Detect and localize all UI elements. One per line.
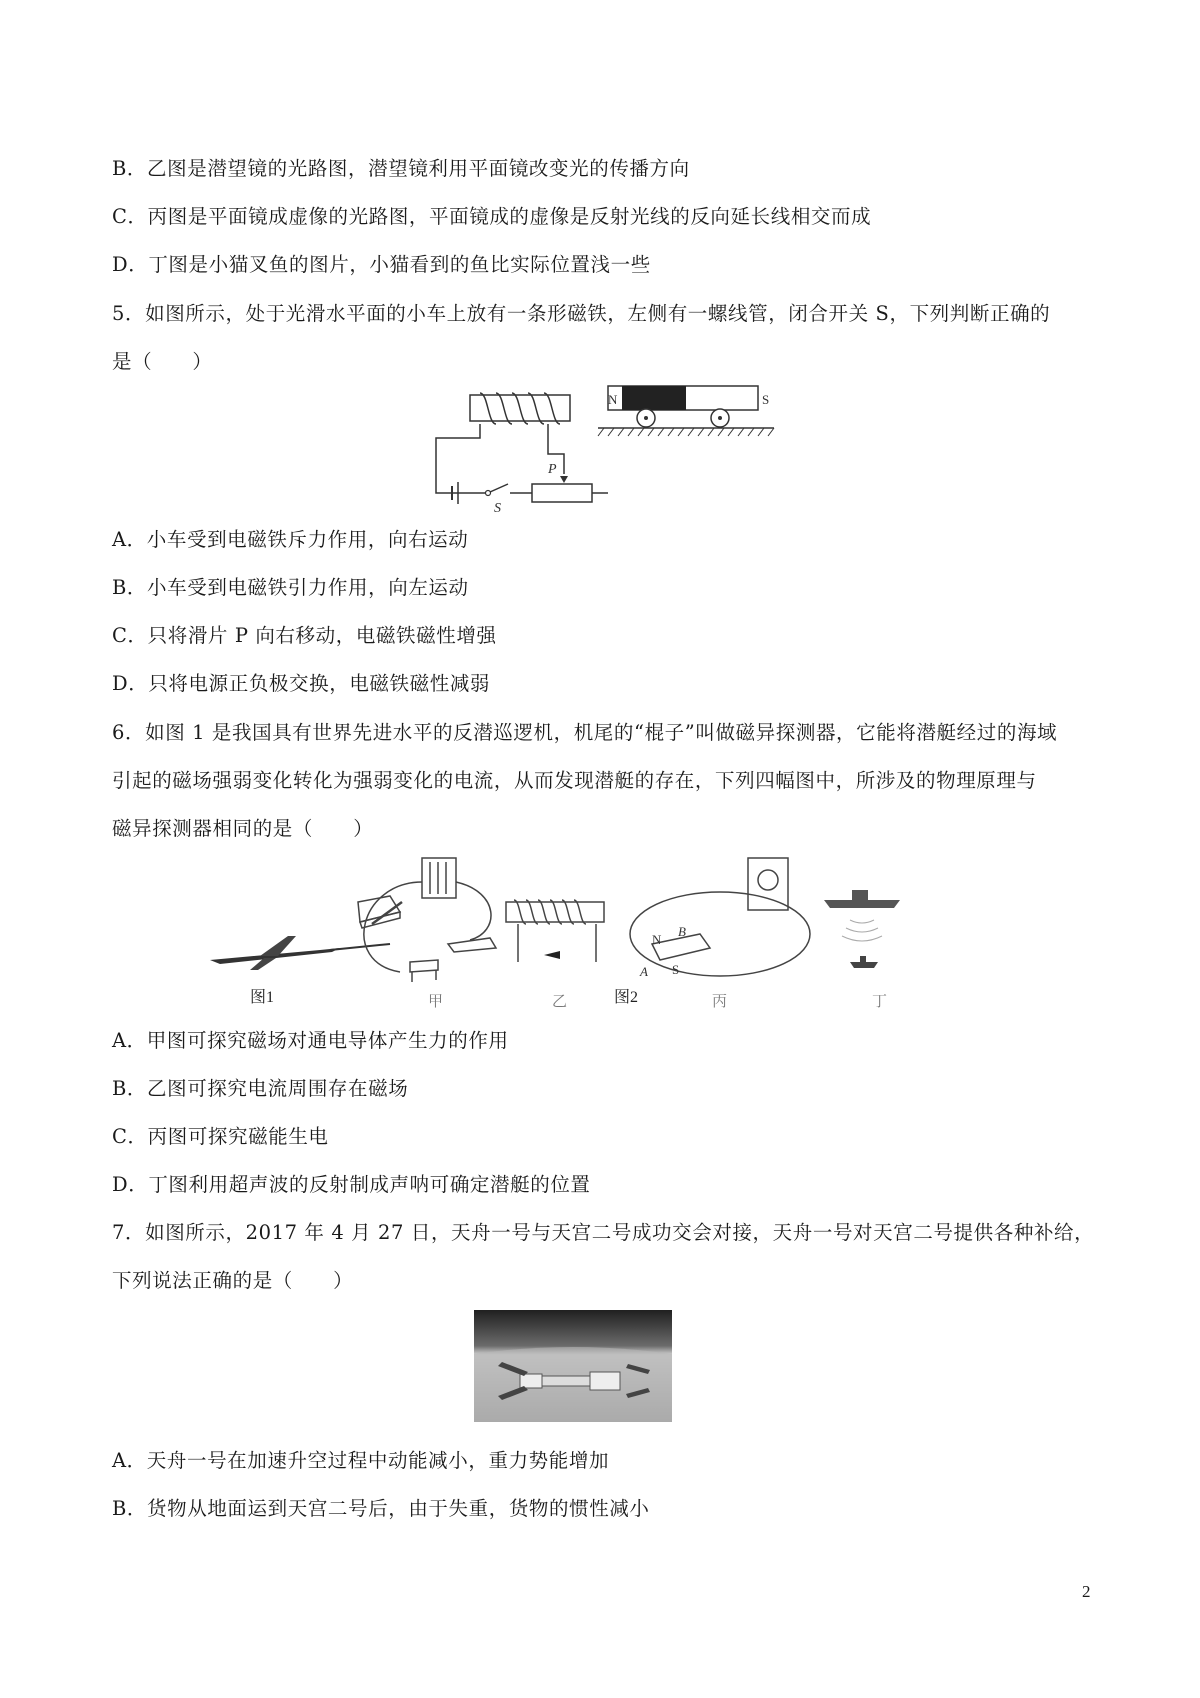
q6-option-b: B．乙图可探究电流周围存在磁场 xyxy=(112,1077,409,1100)
magnet-pole-s: S xyxy=(762,392,770,407)
q5-option-b: B．小车受到电磁铁引力作用，向左运动 xyxy=(112,576,469,599)
bing-caption: 丙 xyxy=(712,994,728,1010)
jia-caption: 甲 xyxy=(428,994,444,1010)
q6-stem-line-1: 6．如图 1 是我国具有世界先进水平的反潜巡逻机，机尾的“棍子”叫做磁异探测器，它能将潜艇经过的海域 xyxy=(112,721,1058,744)
q7-stem-line-1: 7．如图所示，2017 年 4 月 27 日，天舟一号与天宫二号成功交会对接，天舟一号对天宫二号提供各种补给， xyxy=(112,1221,1095,1244)
fig2-caption: 图2 xyxy=(614,989,639,1006)
switch-label-s: S xyxy=(494,501,501,512)
q7-docking-photo xyxy=(474,1310,672,1422)
bing-label-n: N xyxy=(652,932,662,947)
bing-label-a: A xyxy=(640,964,648,979)
q4-option-b: B．乙图是潜望镜的光路图，潜望镜利用平面镜改变光的传播方向 xyxy=(112,157,690,180)
q5-option-a: A．小车受到电磁铁斥力作用，向右运动 xyxy=(112,528,469,551)
magnet-pole-n: N xyxy=(608,392,618,407)
q5-option-d: D．只将电源正负极交换，电磁铁磁性减弱 xyxy=(112,672,491,695)
q5-figure-electromagnet-cart xyxy=(408,380,800,512)
bing-apparatus xyxy=(630,858,810,976)
jia-apparatus xyxy=(358,858,496,982)
q4-option-d: D．丁图是小猫叉鱼的图片，小猫看到的鱼比实际位置浅一些 xyxy=(112,253,651,276)
bing-label-b: B xyxy=(678,924,686,939)
fig1-caption: 图1 xyxy=(250,989,275,1006)
q6-option-a: A．甲图可探究磁场对通电导体产生力的作用 xyxy=(112,1029,509,1052)
q6-stem-line-3: 磁异探测器相同的是（ ） xyxy=(112,817,374,840)
q5-stem-line-1: 5．如图所示，处于光滑水平面的小车上放有一条形磁铁，左侧有一螺线管，闭合开关 S，下列判断正确的 xyxy=(112,302,1051,325)
yi-caption: 乙 xyxy=(552,994,568,1010)
ding-ship-sonar xyxy=(824,890,900,968)
patrol-aircraft-image xyxy=(210,936,390,970)
q6-stem-line-2: 引起的磁场强弱变化转化为强弱变化的电流，从而发现潜艇的存在，下列四幅图中，所涉及的物理原理与 xyxy=(112,769,1037,792)
q5-stem-line-2: 是（ ） xyxy=(112,350,213,373)
q7-option-b: B．货物从地面运到天宫二号后，由于失重，货物的惯性减小 xyxy=(112,1497,650,1520)
ding-caption: 丁 xyxy=(872,994,888,1010)
q7-option-a: A．天舟一号在加速升空过程中动能减小，重力势能增加 xyxy=(112,1449,610,1472)
slider-label-p: P xyxy=(548,462,557,477)
q4-option-c: C．丙图是平面镜成虚像的光路图，平面镜成的虚像是反射光线的反向延长线相交而成 xyxy=(112,205,872,228)
page-number: 2 xyxy=(1082,1582,1091,1601)
bing-label-s: S xyxy=(672,962,680,977)
q7-stem-line-2: 下列说法正确的是（ ） xyxy=(112,1269,354,1292)
q6-option-d: D．丁图利用超声波的反射制成声呐可确定潜艇的位置 xyxy=(112,1173,591,1196)
q6-option-c: C．丙图可探究磁能生电 xyxy=(112,1125,329,1148)
q5-option-c: C．只将滑片 P 向右移动，电磁铁磁性增强 xyxy=(112,624,497,647)
q6-figures xyxy=(200,852,1010,1014)
